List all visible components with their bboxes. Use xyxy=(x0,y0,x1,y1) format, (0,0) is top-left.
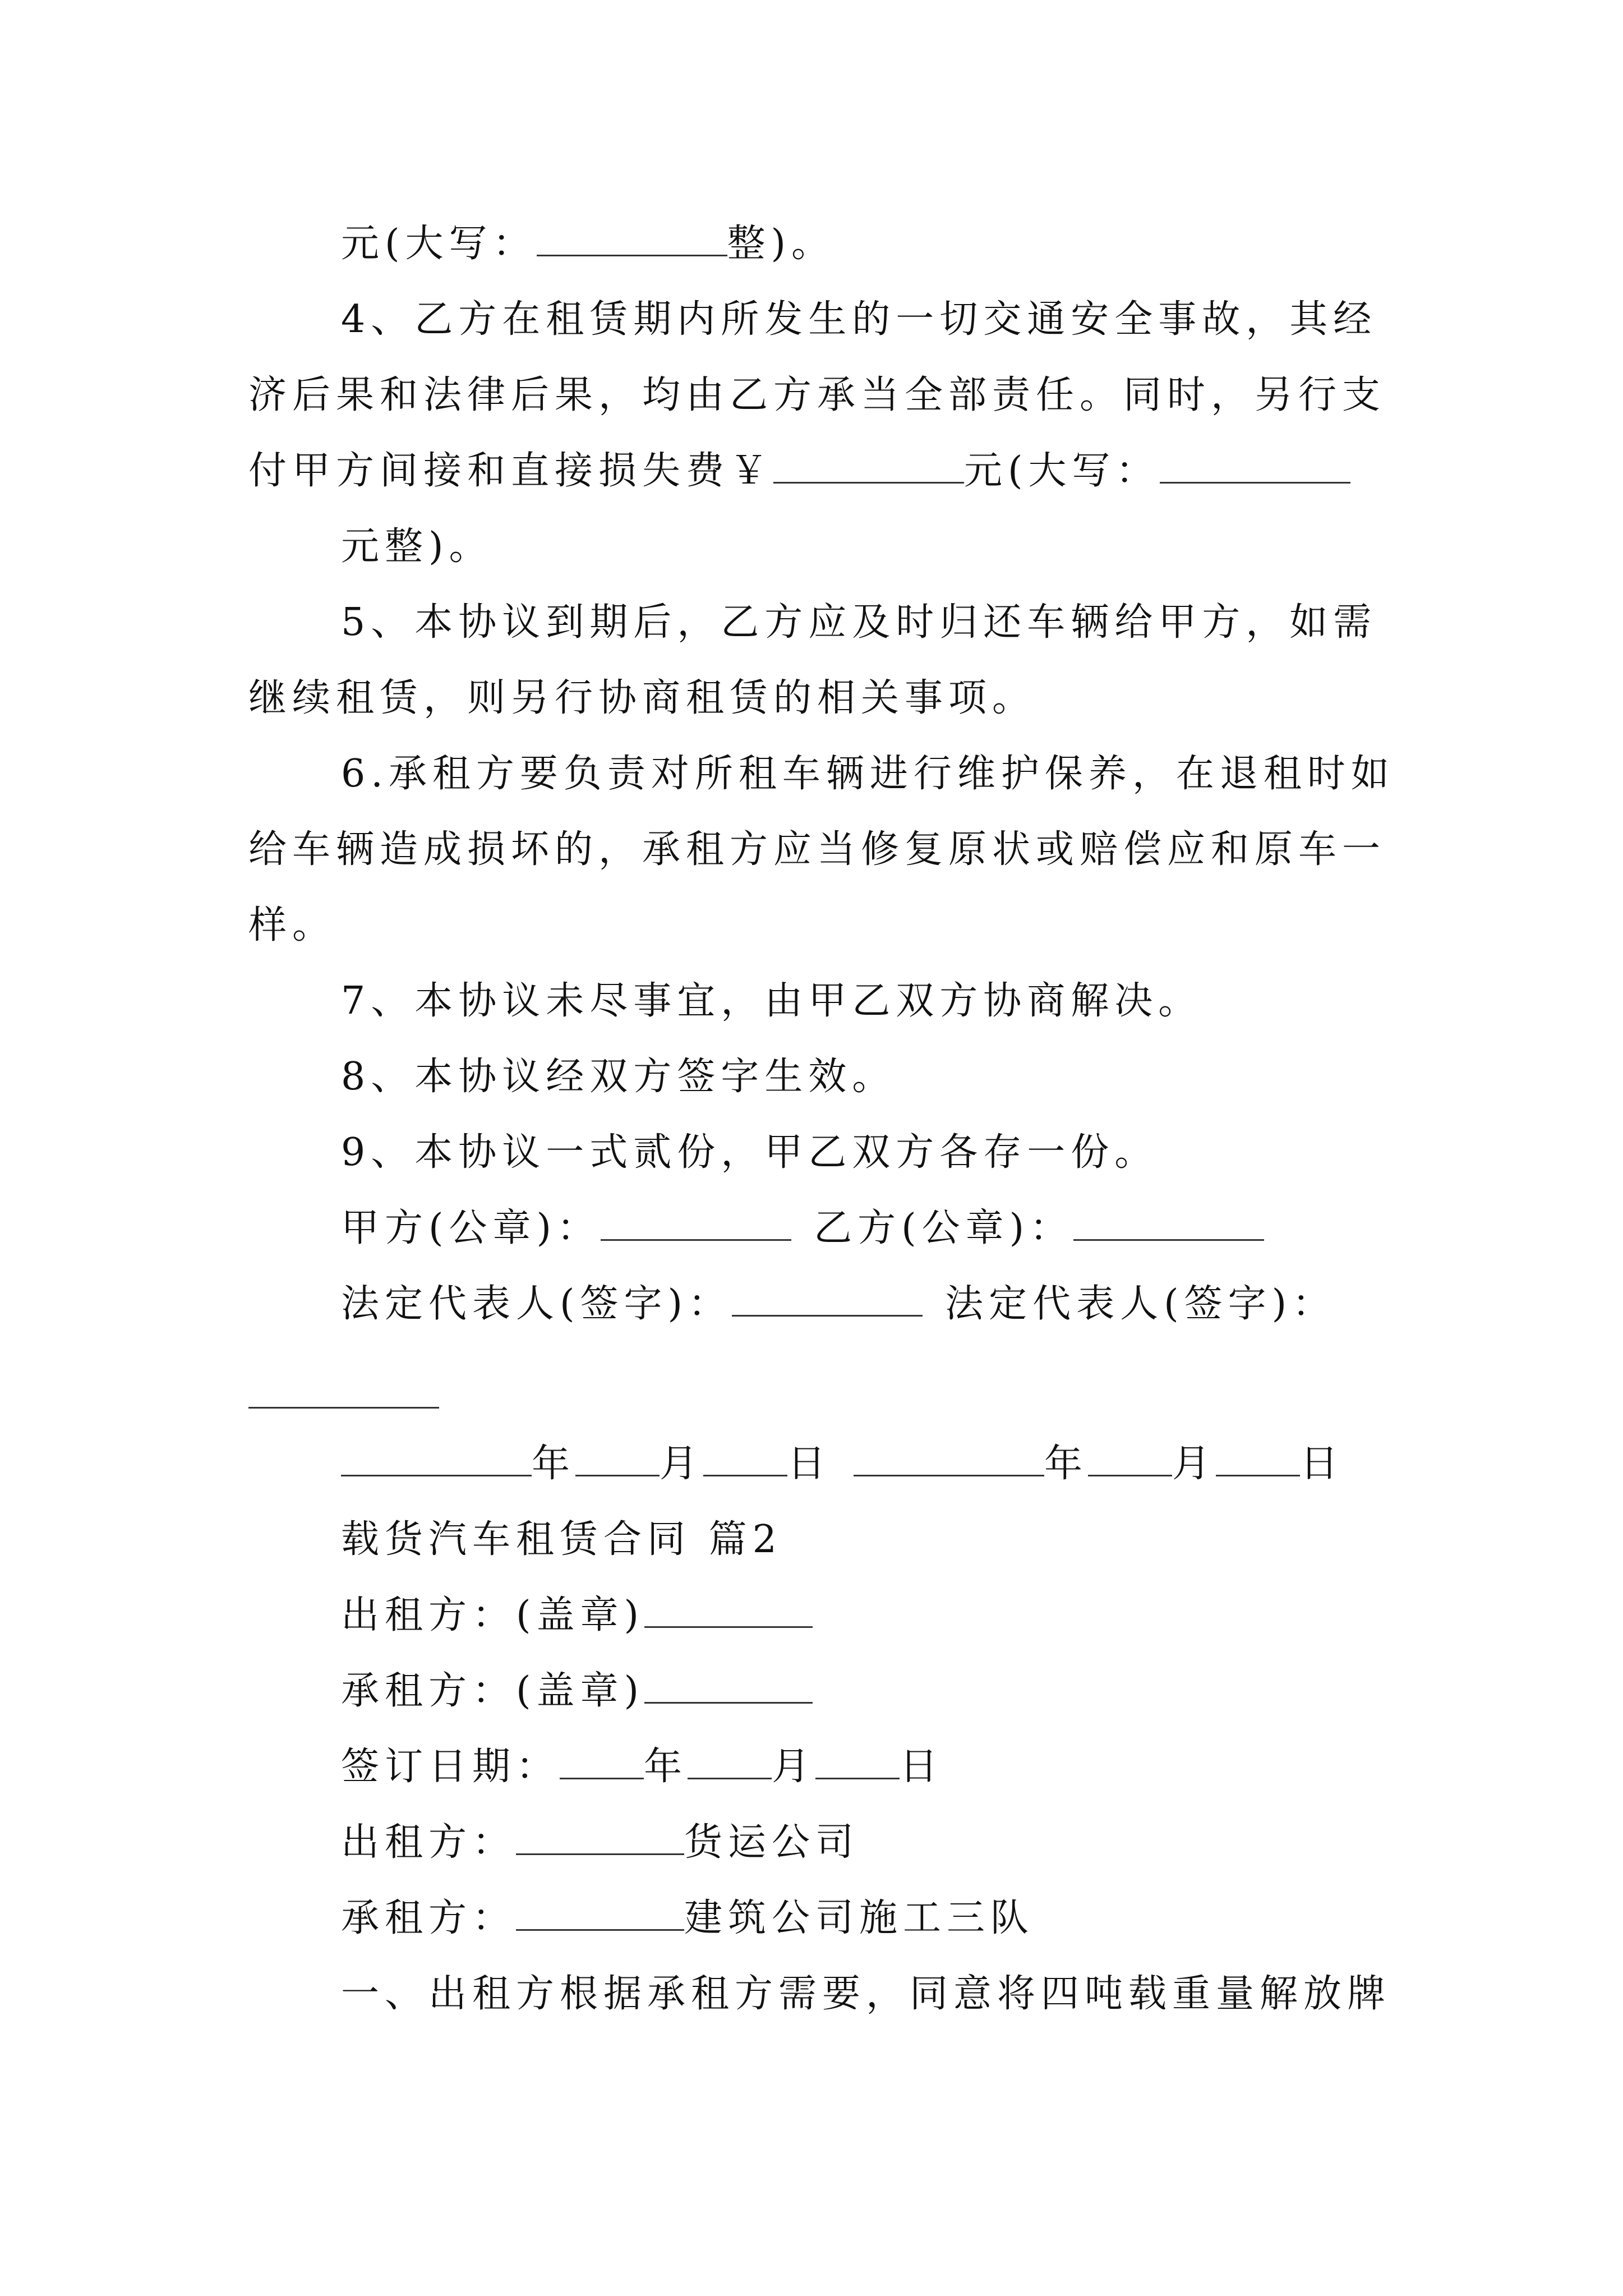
fill-in-blank xyxy=(341,1443,532,1476)
text-segment: 签订日期： xyxy=(341,1745,560,1789)
text-segment: 元(大写： xyxy=(964,449,1160,493)
text-line: 6.承租方要负责对所租车辆进行维护保养，在退租时如 xyxy=(341,752,1395,796)
fill-in-blank xyxy=(537,223,727,256)
text-segment: 承租方： xyxy=(341,1896,517,1940)
text-segment: 出租方：(盖章) xyxy=(341,1593,645,1637)
signature-line-representative xyxy=(341,1282,1336,1327)
fill-in-blank xyxy=(688,1746,772,1779)
text-line: 4、乙方在租赁期内所发生的一切交通安全事故，其经 xyxy=(341,297,1377,342)
text-segment: 货运公司 xyxy=(684,1820,860,1865)
text-segment: 出租方： xyxy=(341,1820,517,1865)
fill-in-blank xyxy=(516,1822,684,1855)
text-line: 9、本协议一式贰份，甲乙双方各存一份。 xyxy=(341,1130,1159,1175)
fill-in-blank xyxy=(516,1898,684,1931)
text-segment: 法定代表人(签字)： xyxy=(945,1282,1336,1326)
text-line xyxy=(248,449,1350,494)
date-month: 月 xyxy=(1172,1442,1216,1486)
date-day: 日 xyxy=(1300,1442,1344,1486)
text-line xyxy=(341,1820,859,1865)
text-line: 5、本协议到期后，乙方应及时归还车辆给甲方，如需 xyxy=(341,600,1377,645)
text-line: 8、本协议经双方签字生效。 xyxy=(341,1055,896,1099)
text-line xyxy=(341,222,835,266)
fill-in-blank xyxy=(773,450,964,484)
text-line: 一、出租方根据承租方需要，同意将四吨载重量解放牌 xyxy=(341,1972,1391,2016)
text-segment: 建筑公司施工三队 xyxy=(684,1896,1035,1940)
date-year: 年 xyxy=(644,1745,688,1789)
text-segment: 法定代表人(签字)： xyxy=(341,1282,732,1326)
text-line: 样。 xyxy=(248,903,336,947)
fill-in-blank xyxy=(644,1595,813,1628)
text-line: 给车辆造成损坏的，承租方应当修复原状或赔偿应和原车一 xyxy=(248,827,1386,872)
text-segment: 付甲方间接和直接损失费￥ xyxy=(248,449,774,493)
fill-in-blank xyxy=(1216,1443,1300,1476)
text-line: 7、本协议未尽事宜，由甲乙双方协商解决。 xyxy=(341,979,1202,1023)
fill-in-blank xyxy=(248,1407,439,1409)
text-segment: 整)。 xyxy=(727,222,836,266)
fill-in-blank xyxy=(1073,1208,1264,1241)
fill-in-blank xyxy=(732,1283,923,1317)
date-year: 年 xyxy=(1044,1442,1089,1486)
date-month: 月 xyxy=(660,1442,704,1486)
text-segment: 甲方(公章)： xyxy=(341,1206,601,1250)
fill-in-blank xyxy=(1160,450,1350,484)
text-line: 济后果和法律后果，均由乙方承当全部责任。同时，另行支 xyxy=(248,373,1386,417)
text-segment: 承租方：(盖章) xyxy=(341,1669,645,1713)
text-segment: 元(大写： xyxy=(341,222,537,266)
date-day: 日 xyxy=(900,1745,944,1789)
date-year: 年 xyxy=(532,1442,576,1486)
section-heading: 载货汽车租赁合同 篇2 xyxy=(341,1517,782,1562)
signing-date-line xyxy=(341,1745,943,1789)
fill-in-blank xyxy=(703,1443,787,1476)
text-line: 继续租赁，则另行协商租赁的相关事项。 xyxy=(248,676,1036,720)
date-line xyxy=(341,1442,1344,1487)
text-line: 元整)。 xyxy=(341,524,493,569)
text-line xyxy=(341,1593,813,1638)
date-month: 月 xyxy=(772,1745,816,1789)
text-segment: 乙方(公章)： xyxy=(814,1206,1074,1250)
signature-line-seal xyxy=(341,1206,1264,1251)
fill-in-blank xyxy=(1088,1443,1172,1476)
fill-in-blank xyxy=(560,1746,644,1779)
fill-in-blank xyxy=(854,1443,1044,1476)
fill-in-blank xyxy=(644,1671,813,1704)
fill-in-blank xyxy=(815,1746,900,1779)
text-line xyxy=(341,1669,813,1714)
text-line xyxy=(341,1896,1034,1941)
fill-in-blank xyxy=(601,1208,791,1241)
fill-in-blank xyxy=(575,1443,660,1476)
date-day: 日 xyxy=(787,1442,832,1486)
